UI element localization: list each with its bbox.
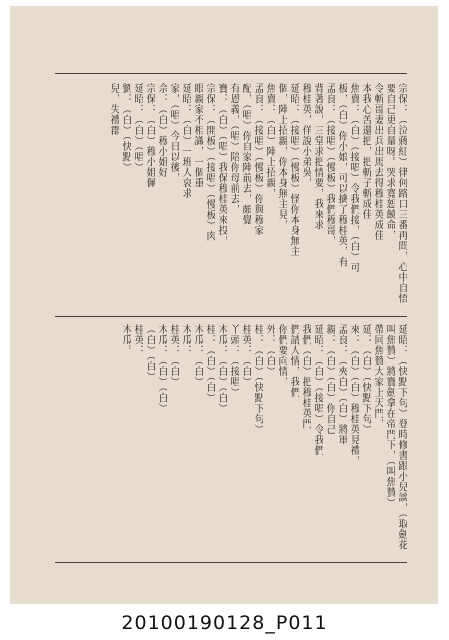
text-column: 配，（唱）你自家陣前去，頗覺 <box>240 83 251 225</box>
text-column: 木瓜： <box>180 324 191 356</box>
text-column: 孟良：（接唱）（慢板）我們穆哥， <box>324 83 335 246</box>
text-column: 令斬哥妻出兵出馬去得穆桂英成佳 <box>372 83 383 241</box>
text-column: 寶：（白）（唱）我保穆桂英來投， <box>216 83 227 246</box>
text-column: 家，（唱）今日以後， <box>168 83 179 183</box>
text-column: 板，（白）你小娘，可以擒了穆桂英，有 <box>336 83 347 267</box>
text-column: 佘：（白）穆小姐好 <box>156 83 167 178</box>
text-column: 桂：（白）（白） <box>204 324 215 403</box>
text-column: 木瓜。 <box>120 324 131 356</box>
text-column: 延昭：（白）（唱） <box>132 83 143 173</box>
lower-text-block <box>52 324 407 556</box>
text-column: 宗保：（開板）（接唱）（慢板）肉 <box>204 83 215 241</box>
text-column: 劉：（白）（快點） <box>120 83 131 173</box>
text-column: 背著說，三堂求把情要，我來求 <box>312 83 323 230</box>
text-column: 延：（白）（快點下句） <box>360 324 371 435</box>
text-column: 有恩義，（唱）陪你母前去， <box>228 83 239 215</box>
text-column: 延昭：（白）一班人哀求 <box>180 83 191 199</box>
text-column: 們請人情，我們 <box>288 324 299 398</box>
text-column: 本我心苦還把，把斬子斬成佳 <box>360 83 371 220</box>
text-column: 帶同焦贊大家上天門， <box>372 324 383 429</box>
text-column: 來：（白）（白）穆桂英見禮， <box>348 324 359 466</box>
text-column: 宗保：（白）穆小姐佩 <box>144 83 155 188</box>
text-column: 丫頭：（接唱） <box>228 324 239 398</box>
upper-text-block <box>52 83 407 308</box>
text-column: 延昭：（白）（接唱）令我們 <box>312 324 323 456</box>
text-column: 桂：（白）（快點下句） <box>252 324 263 435</box>
text-column: 兒，失禮郡 <box>108 83 119 136</box>
text-column: 桂英：（白） <box>240 324 251 387</box>
text-column: 眼親家不相識，一個重 <box>192 83 203 188</box>
text-column: 木瓜：（白）（白） <box>216 324 227 414</box>
text-column: 個，陣上招親，你本身無主見， <box>276 83 287 230</box>
text-column: 叫焦贊）將寶劍拿在帝門下，（叫焦贊） <box>384 324 395 508</box>
text-column: 焦賣：（白）（接唱）令我們接，（白）可 <box>348 83 359 273</box>
text-column: 穆桂英，佯說小弟吳， <box>300 83 311 188</box>
text-column: 你們要向情， <box>276 324 287 387</box>
text-column: 我們（白）把穆桂英門 <box>300 324 311 429</box>
text-column: 孟良：（接唱）（慢板）你與穆家 <box>252 83 263 236</box>
bottom-rule <box>55 562 407 563</box>
text-column: 木瓜：（白） <box>192 324 203 387</box>
middle-rule <box>55 316 407 317</box>
text-column: 木瓜：（白）（白） <box>156 324 167 414</box>
top-rule <box>55 73 407 74</box>
text-column: 孟良：（夾白）（白）將軍 <box>336 324 347 445</box>
text-column: 延昭：（接唱）（慢板）怪你本身無主 <box>288 83 299 257</box>
text-column: 焦賣：（白）陣上招親， <box>264 83 275 199</box>
text-column: 桂英：（白） <box>168 324 179 387</box>
archive-id-caption: 20100190128_P011 <box>121 612 328 634</box>
text-column: 延昭：（快點下句）登時修書跟小兒談，（取劍花 <box>396 324 407 550</box>
text-column: 要自己更自量呀。哭求寬恕饒命， <box>384 83 395 241</box>
text-column: （白）（白） <box>144 324 155 382</box>
text-column: 親：（白）（白）你自己 <box>324 324 335 435</box>
text-column: 外：（白） <box>264 324 275 377</box>
text-column: 桂英： <box>132 324 143 356</box>
text-column: 宗保：（泣蔣紅）律何路口三番再問，心中自悟 <box>396 83 407 304</box>
